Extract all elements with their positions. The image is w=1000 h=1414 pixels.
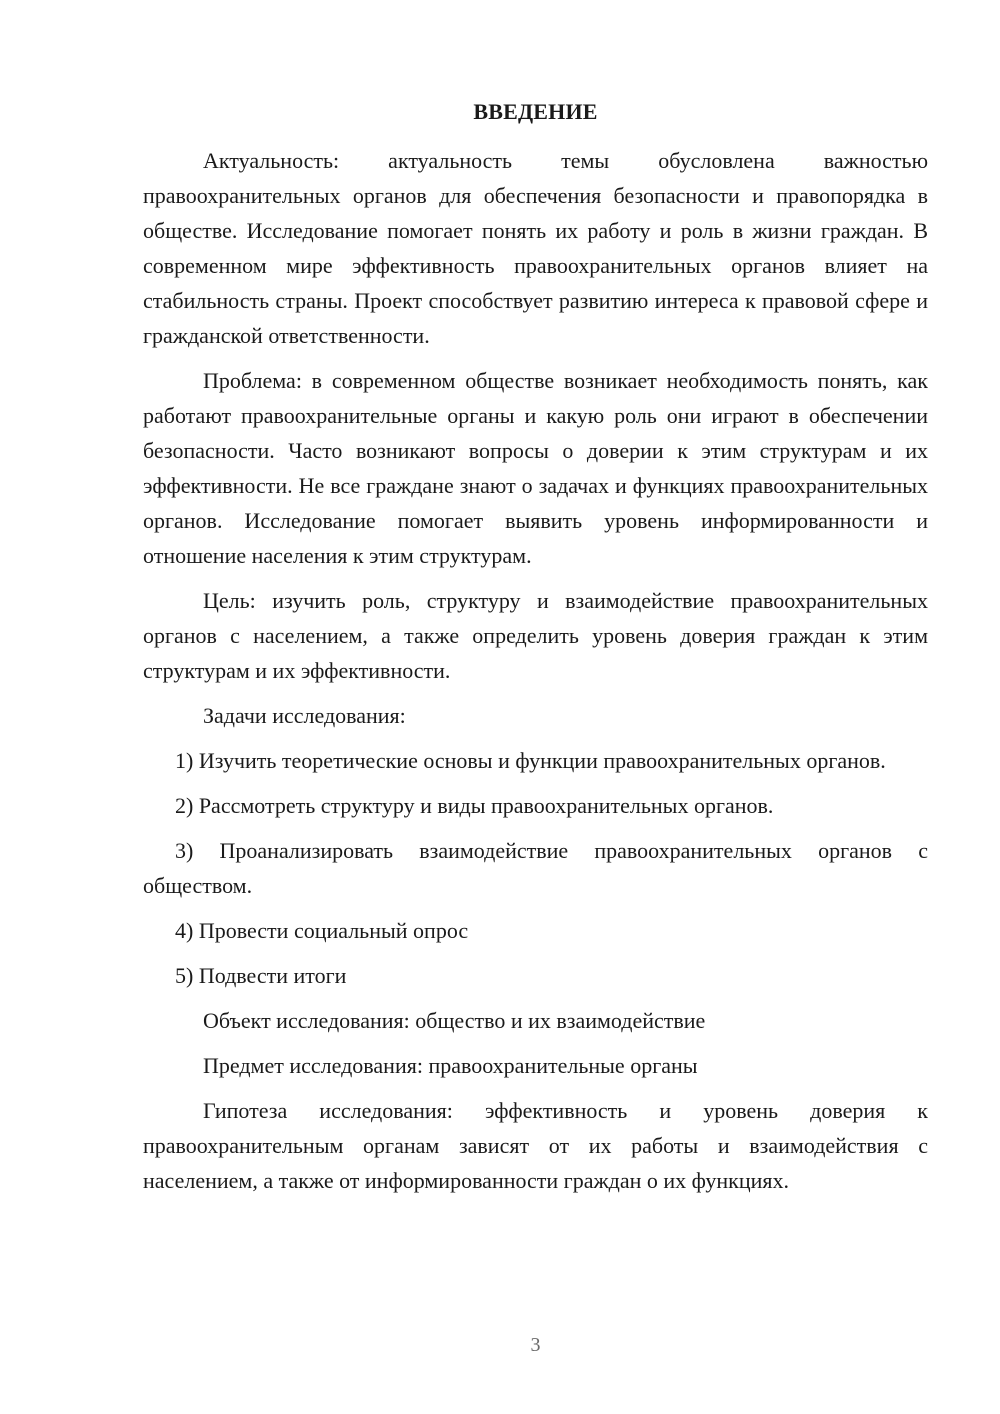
task-item-1: 1) Изучить теоретические основы и функции правоохранительных органов.: [175, 748, 886, 773]
section-title: ВВЕДЕНИЕ: [473, 99, 598, 124]
tasks-heading: Задачи исследования:: [203, 703, 406, 728]
page-number: 3: [530, 1334, 541, 1356]
relevance-paragraph: Актуальность: актуальность темы обусловлена важностью правоохранительных органов для обеспечения безопасности и правопорядка в обществе. Исследование помогает понять их работу и роль в жизни граждан. В современном мире эффективность правоохранительных органов влияет на стабильность страны. Проект способствует развитию интереса к правовой сфере и гражданской ответственности.: [143, 148, 928, 348]
task-item-5: 5) Подвести итоги: [175, 963, 347, 988]
task-item-2: 2) Рассмотреть структуру и виды правоохранительных органов.: [175, 793, 774, 818]
object-paragraph: Объект исследования: общество и их взаимодействие: [203, 1008, 706, 1033]
hypothesis-paragraph: Гипотеза исследования: эффективность и уровень доверия к правоохранительным органам зависят от их работы и взаимодействия с населением, а также от информированности граждан о их функциях.: [143, 1098, 928, 1193]
task-item-3: 3) Проанализировать взаимодействие правоохранительных органов с обществом.: [143, 838, 928, 898]
task-item-4: 4) Провести социальный опрос: [175, 918, 469, 943]
goal-paragraph: Цель: изучить роль, структуру и взаимодействие правоохранительных органов с населением, а также определить уровень доверия граждан к этим структурам и их эффективности.: [143, 588, 928, 683]
document-page: [143, 0, 928, 1414]
document-body: [143, 143, 928, 1208]
subject-paragraph: Предмет исследования: правоохранительные органы: [203, 1053, 698, 1078]
problem-paragraph: Проблема: в современном обществе возникает необходимость понять, как работают правоохранительные органы и какую роль они играют в обеспечении безопасности. Часто возникают вопросы о доверии к этим структурам и их эффективности. Не все граждане знают о задачах и функциях правоохранительных органов. Исследование помогает выявить уровень информированности и отношение населения к этим структурам.: [143, 368, 928, 568]
